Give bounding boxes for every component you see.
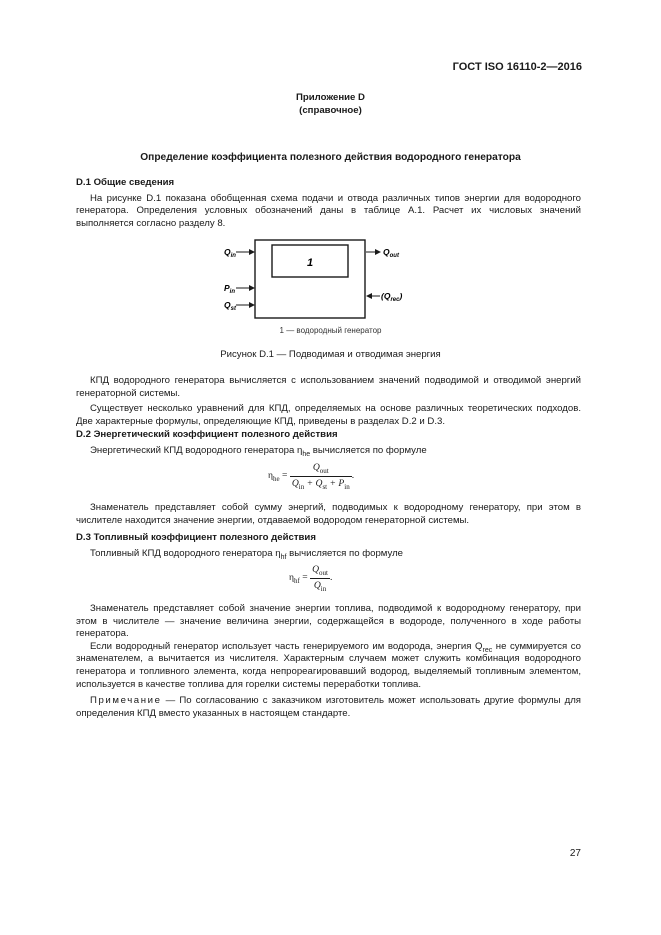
figure-caption: Рисунок D.1 — Подводимая и отводимая энергия bbox=[220, 349, 441, 360]
paragraph-efficiency: КПД водородного генератора вычисляется с использованием значений подводимой и отводимой энергий генераторной системы. bbox=[76, 375, 581, 399]
label-q-rec: $(Q_{rec})$ bbox=[381, 291, 403, 303]
figure-legend: 1 — водородный генератор bbox=[279, 326, 382, 335]
annex-label: Приложение D bbox=[296, 92, 365, 103]
energy-diagram bbox=[210, 232, 410, 322]
section-d3-heading: D.3 Топливный коэффициент полезного действия bbox=[76, 532, 316, 543]
annex-type: (справочное) bbox=[299, 105, 362, 116]
section-d1-heading: D.1 Общие сведения bbox=[76, 177, 175, 188]
section-d1 bbox=[76, 177, 581, 230]
section-d1-paragraph: На рисунке D.1 показана обобщенная схема подачи и отвода различных типов энергии для водородного генератора. Определения условных обозначений даны в таблице А.1. Расчет их числовых значений выполняется согласно разделу 8. bbox=[76, 192, 581, 229]
label-q-out: $Q_{out}$ bbox=[383, 247, 399, 259]
general-text bbox=[76, 375, 581, 428]
section-d3 bbox=[76, 532, 581, 560]
label-q-st: $Q_{st}$ bbox=[224, 300, 236, 312]
formula-energy-efficiency: $\eta_{he}$ = $\frac{Q_{out}}{Q_{in} + Q_{st} + P_{in}}$ . bbox=[268, 462, 355, 491]
section-d2-explanation bbox=[76, 502, 581, 527]
section-d2 bbox=[76, 429, 581, 457]
note: Примечание — По согласованию с заказчиком изготовитель может использовать другие формулы для определения КПД вместо указанных в настоящем стандарте. bbox=[76, 695, 581, 719]
section-d2-intro: Энергетический КПД водородного генератора $\eta_{he}$ вычисляется по формуле bbox=[90, 444, 427, 458]
label-q-in: $Q_{in}$ bbox=[224, 247, 236, 259]
annex-title bbox=[0, 91, 661, 117]
document-code: ГОСТ ISO 16110-2—2016 bbox=[452, 61, 582, 73]
paragraph-d3-recycle: Если водородный генератор использует часть генерируемого им водорода, энергия $Q_{rec}$ не суммируется со знаменателем, а вычитается из числителя. Характерным случаем может служить комбинация водородного генератора и топливного элемента, когда непрореагировавший водород, выделяемый топливным элементом, используется в качестве топлива для горелки системы переработки топлива. bbox=[76, 640, 581, 690]
paragraph-d2-denominator: Знаменатель представляет собой сумму энергий, подводимых к водородному генератору, при этом в числителе находится значение энергии, отдаваемой водородом генераторной системы. bbox=[76, 502, 581, 526]
note-label: Примечание bbox=[90, 695, 162, 707]
generator-number-label: 1 bbox=[306, 257, 314, 269]
paragraph-equations: Существует несколько уравнений для КПД, определяемых на основе различных теоретических подходов. Две характерные формулы, определяющие КПД, приведены в разделах D.2 и D.3. bbox=[76, 403, 581, 427]
formula-fuel-efficiency: $\eta_{hf}$ = $\frac{Q_{out}}{Q_{in}}$ . bbox=[289, 564, 333, 593]
paragraph-d3-denominator: Знаменатель представляет собой значение энергии топлива, подводимой к водородному генератору, при этом в числителе — значение величина энергии, содержащейся в водороде, полученного в ходе работы генератора. bbox=[76, 603, 581, 640]
section-d3-intro: Топливный КПД водородного генератора $\eta_{hf}$ вычисляется по формуле bbox=[90, 547, 404, 561]
annex-main-title: Определение коэффициента полезного действия водородного генератора bbox=[140, 152, 521, 163]
section-d3-explanation bbox=[76, 603, 581, 720]
label-p-in: $P_{in}$ bbox=[224, 283, 236, 295]
page-number: 27 bbox=[569, 848, 581, 859]
section-d2-heading: D.2 Энергетический коэффициент полезного действия bbox=[76, 429, 338, 440]
